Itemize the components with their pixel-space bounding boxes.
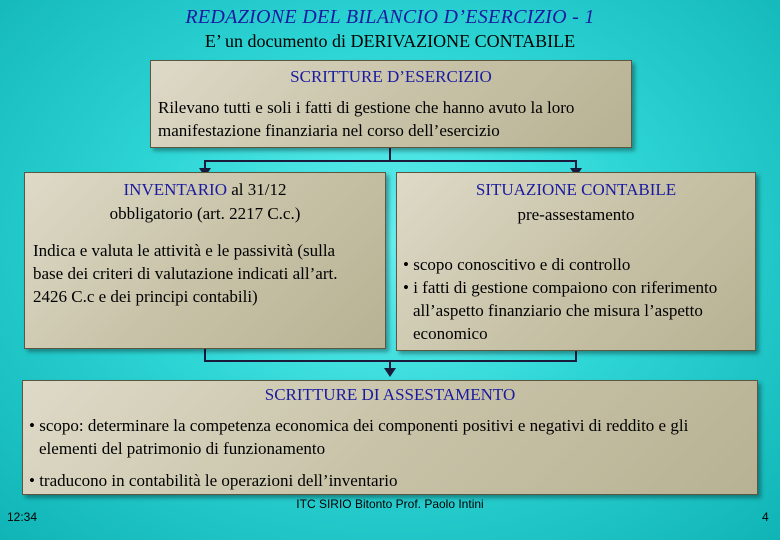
inventario-title-rest: al 31/12	[226, 180, 287, 199]
situazione-subtitle: pre-assestamento	[517, 205, 635, 224]
assestamento-title: SCRITTURE DI ASSESTAMENTO	[264, 385, 516, 404]
scritture-esercizio-title: SCRITTURE D’ESERCIZIO	[290, 67, 492, 86]
connector-top-horizontal	[204, 160, 577, 162]
inventario-subtitle: obbligatorio (art. 2217 C.c.)	[109, 204, 301, 223]
page-number: 4	[762, 510, 769, 524]
inventario-title-colored: INVENTARIO	[123, 180, 227, 199]
connector-top-vertical	[389, 147, 391, 161]
connector-bottom-left	[204, 347, 206, 361]
list-item: • scopo: determinare la competenza economica dei componenti positivi e negativi di reddito e gli elementi del patrimonio di funzionamento	[29, 416, 689, 458]
arrow-down-center-icon	[384, 368, 396, 377]
footer-credit: ITC SIRIO Bitonto Prof. Paolo Intini	[296, 497, 484, 511]
assestamento-bullet-list	[29, 414, 751, 492]
list-item: • i fatti di gestione compaiono con riferimento all’aspetto finanziario che misura l’aspetto economico	[403, 278, 718, 343]
situazione-box	[396, 172, 756, 351]
assestamento-box	[22, 380, 758, 495]
footer-time: 12:34	[7, 510, 38, 524]
subtitle-prefix: E’ un documento di	[204, 31, 351, 51]
scritture-esercizio-box	[150, 60, 632, 148]
inventario-title	[25, 180, 385, 200]
scritture-esercizio-text: Rilevano tutti e soli i fatti di gestione che hanno avuto la loro manifestazione finanziaria nel corso dell’esercizio	[158, 98, 575, 140]
slide-title: REDAZIONE DEL BILANCIO D’ESERCIZIO - 1	[185, 6, 595, 28]
inventario-text: Indica e valuta le attività e le passività (sulla base dei criteri di valutazione indicati all’art. 2426 C.c e dei principi contabili)	[33, 241, 338, 306]
list-item: • scopo conoscitivo e di controllo	[403, 255, 631, 274]
situazione-bullet-list	[403, 253, 749, 345]
inventario-box	[24, 172, 386, 349]
slide-subtitle	[0, 31, 780, 52]
list-item: • traducono in contabilità le operazioni dell’inventario	[29, 471, 398, 490]
subtitle-emphasis: DERIVAZIONE CONTABILE	[350, 31, 576, 51]
situazione-title: SITUAZIONE CONTABILE	[475, 180, 677, 199]
